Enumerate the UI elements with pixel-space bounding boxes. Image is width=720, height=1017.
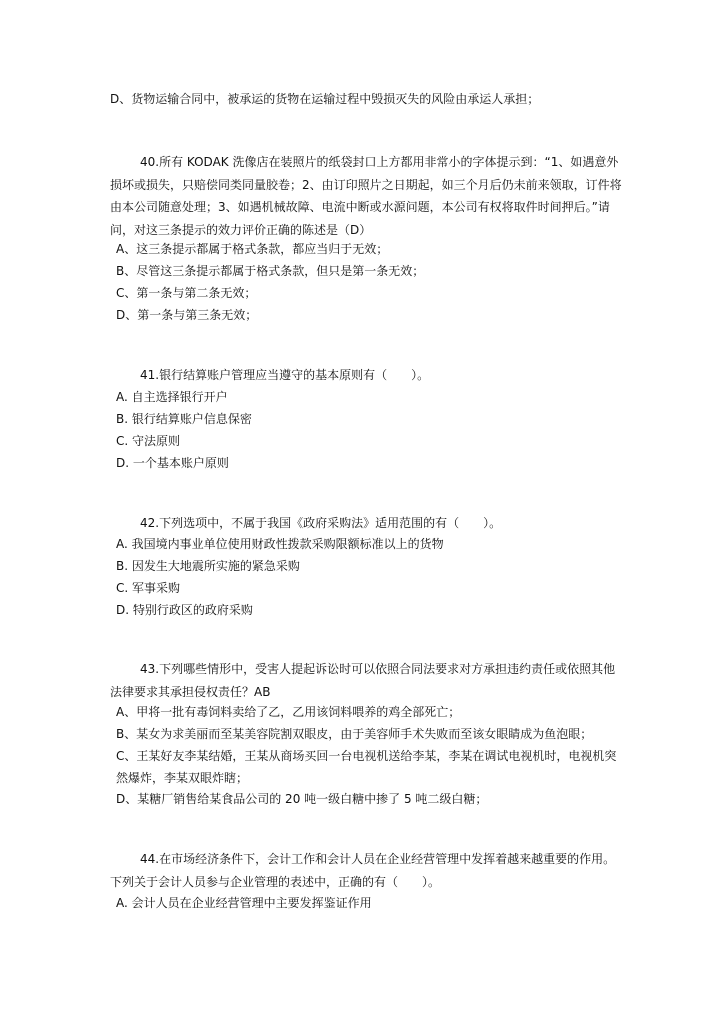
question-41-option-b: B. 银行结算账户信息保密 <box>116 412 252 426</box>
question-42-option-d: D. 特别行政区的政府采购 <box>116 603 253 617</box>
question-43-option-c: C、王某好友李某结婚，王某从商场买回一台电视机送给李某，李某在调试电视机时，电视机突然爆炸，李某双眼炸瞎； <box>116 749 617 785</box>
lead-option: D、货物运输合同中，被承运的货物在运输过程中毁损灭失的风险由承运人承担； <box>110 92 540 106</box>
question-42-stem: 42.下列选项中，不属于我国《政府采购法》适用范围的有（ ）。 <box>140 516 502 530</box>
question-41-option-d: D. 一个基本账户原则 <box>116 456 229 470</box>
question-43-stem: 43.下列哪些情形中，受害人提起诉讼时可以依照合同法要求对方承担违约责任或依照其他法律要求其承担侵权责任？AB <box>110 662 616 699</box>
question-40-stem: 40.所有 KODAK 洗像店在装照片的纸袋封口上方都用非常小的字体提示到：“1、如遇意外损坏或损失，只赔偿同类同量胶卷；2、由订印照片之日期起，如三个月后仍未前来领取，订件将由本公司随意处理；3、如遇机械故障、电流中断或水源问题，本公司有权将取件时间押后。”请问，对这三条提示的效力评价正确的陈述是（D） <box>110 155 622 237</box>
question-42-option-a: A. 我国境内事业单位使用财政性拨款采购限额标准以上的货物 <box>116 537 444 551</box>
question-42-option-b: B. 因发生大地震所实施的紧急采购 <box>116 559 300 573</box>
question-41-stem: 41.银行结算账户管理应当遵守的基本原则有（ ）。 <box>140 368 430 382</box>
question-43-option-d: D、某糖厂销售给某食品公司的 20 吨一级白糖中掺了 5 吨二级白糖； <box>116 792 488 806</box>
question-40-option-b: B、尽管这三条提示都属于格式条款，但只是第一条无效； <box>116 264 425 278</box>
question-40-option-d: D、第一条与第三条无效； <box>116 308 258 322</box>
question-40-option-c: C、第一条与第二条无效； <box>116 286 257 300</box>
question-41-option-a: A. 自主选择银行开户 <box>116 390 228 404</box>
question-40-option-a: A、这三条提示都属于格式条款，都应当归于无效； <box>116 242 389 256</box>
question-41-option-c: C. 守法原则 <box>116 434 181 448</box>
question-43-option-a: A、甲将一批有毒饲料卖给了乙，乙用该饲料喂养的鸡全部死亡； <box>116 705 461 719</box>
question-43-option-b: B、某女为求美丽而至某美容院割双眼皮，由于美容师手术失败而至该女眼睛成为鱼泡眼； <box>116 727 593 741</box>
question-44-option-a: A. 会计人员在企业经营管理中主要发挥鉴证作用 <box>116 896 372 910</box>
question-42-option-c: C. 军事采购 <box>116 581 181 595</box>
question-44-stem: 44.在市场经济条件下，会计工作和会计人员在企业经营管理中发挥着越来越重要的作用。下列关于会计人员参与企业管理的表述中，正确的有（ ）。 <box>110 852 616 889</box>
